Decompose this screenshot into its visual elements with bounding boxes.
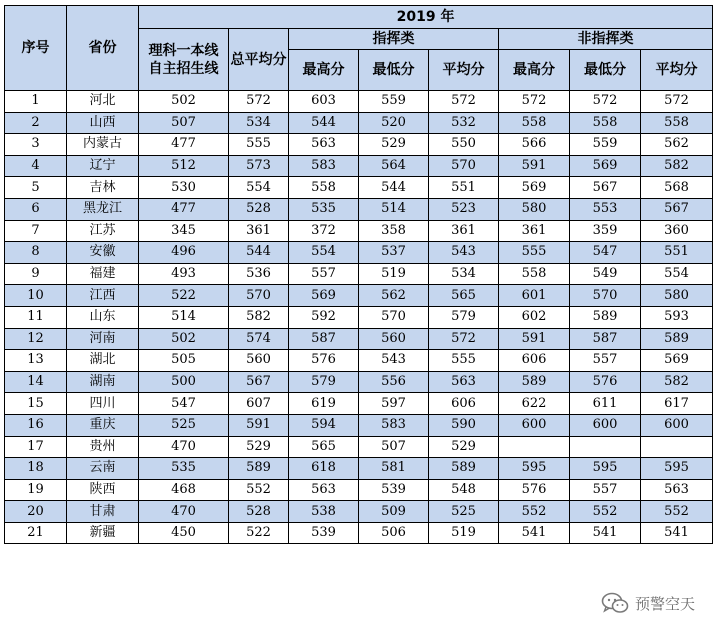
cell-noncommand-min: 557: [570, 350, 641, 372]
table-row: [5, 91, 713, 113]
cell-line: 507: [139, 112, 229, 134]
cell-command-avg: 529: [429, 436, 499, 458]
cell-command-max: 579: [289, 371, 359, 393]
cell-total-avg: 555: [229, 134, 289, 156]
cell-total-avg: 567: [229, 371, 289, 393]
score-table: [4, 5, 713, 544]
cell-noncommand-max: 552: [499, 501, 570, 523]
cell-line: 547: [139, 393, 229, 415]
cell-province: 江苏: [67, 220, 139, 242]
cell-command-max: 587: [289, 328, 359, 350]
table-row: [5, 177, 713, 199]
cell-noncommand-avg: 558: [641, 112, 713, 134]
cell-index: 16: [5, 414, 67, 436]
cell-noncommand-min: 572: [570, 91, 641, 113]
cell-command-avg: 525: [429, 501, 499, 523]
cell-command-max: 372: [289, 220, 359, 242]
cell-province: 河南: [67, 328, 139, 350]
cell-command-max: 558: [289, 177, 359, 199]
cell-line: 512: [139, 155, 229, 177]
table-header: [5, 6, 713, 91]
cell-index: 10: [5, 285, 67, 307]
cell-line: 530: [139, 177, 229, 199]
cell-command-avg: 532: [429, 112, 499, 134]
cell-command-avg: 555: [429, 350, 499, 372]
cell-noncommand-avg: 593: [641, 306, 713, 328]
cell-index: 4: [5, 155, 67, 177]
cell-noncommand-min: 589: [570, 306, 641, 328]
cell-command-min: 583: [359, 414, 429, 436]
cell-total-avg: 591: [229, 414, 289, 436]
cell-noncommand-max: 591: [499, 155, 570, 177]
cell-noncommand-avg: 360: [641, 220, 713, 242]
table-row: [5, 414, 713, 436]
table-row: [5, 393, 713, 415]
cell-command-max: 583: [289, 155, 359, 177]
cell-noncommand-avg: 569: [641, 350, 713, 372]
cell-command-avg: 572: [429, 91, 499, 113]
wechat-icon: [601, 592, 629, 614]
cell-index: 5: [5, 177, 67, 199]
cell-index: 13: [5, 350, 67, 372]
cell-noncommand-max: 558: [499, 112, 570, 134]
cell-province: 安徽: [67, 242, 139, 264]
cell-noncommand-avg: 568: [641, 177, 713, 199]
cell-noncommand-avg: 617: [641, 393, 713, 415]
cell-total-avg: 570: [229, 285, 289, 307]
cell-province: 四川: [67, 393, 139, 415]
cell-index: 6: [5, 198, 67, 220]
cell-index: 9: [5, 263, 67, 285]
table-row: [5, 285, 713, 307]
cell-command-max: 563: [289, 479, 359, 501]
cell-noncommand-min: [570, 436, 641, 458]
cell-command-avg: 579: [429, 306, 499, 328]
cell-command-min: 597: [359, 393, 429, 415]
header-year: 2019 年: [139, 6, 713, 29]
cell-line: 505: [139, 350, 229, 372]
cell-noncommand-avg: [641, 436, 713, 458]
table-row: [5, 371, 713, 393]
cell-noncommand-min: 541: [570, 522, 641, 544]
header-noncommand-min: 最低分: [570, 50, 641, 91]
cell-command-avg: 543: [429, 242, 499, 264]
cell-index: 7: [5, 220, 67, 242]
cell-command-min: 556: [359, 371, 429, 393]
cell-index: 21: [5, 522, 67, 544]
cell-index: 15: [5, 393, 67, 415]
cell-noncommand-avg: 580: [641, 285, 713, 307]
cell-noncommand-min: 569: [570, 155, 641, 177]
cell-command-avg: 589: [429, 458, 499, 480]
cell-total-avg: 589: [229, 458, 289, 480]
cell-noncommand-max: 600: [499, 414, 570, 436]
cell-noncommand-max: [499, 436, 570, 458]
cell-noncommand-min: 576: [570, 371, 641, 393]
cell-command-max: 619: [289, 393, 359, 415]
header-noncommand-max: 最高分: [499, 50, 570, 91]
cell-noncommand-avg: 552: [641, 501, 713, 523]
cell-noncommand-min: 549: [570, 263, 641, 285]
cell-total-avg: 582: [229, 306, 289, 328]
cell-line: 468: [139, 479, 229, 501]
table-row: [5, 155, 713, 177]
cell-noncommand-max: 541: [499, 522, 570, 544]
cell-total-avg: 573: [229, 155, 289, 177]
cell-command-min: 559: [359, 91, 429, 113]
cell-noncommand-min: 359: [570, 220, 641, 242]
cell-command-max: 544: [289, 112, 359, 134]
cell-noncommand-min: 552: [570, 501, 641, 523]
cell-province: 云南: [67, 458, 139, 480]
table-row: [5, 198, 713, 220]
cell-province: 黑龙江: [67, 198, 139, 220]
table-body: [5, 91, 713, 544]
cell-index: 2: [5, 112, 67, 134]
cell-province: 山东: [67, 306, 139, 328]
cell-total-avg: 574: [229, 328, 289, 350]
cell-command-avg: 551: [429, 177, 499, 199]
cell-command-min: 544: [359, 177, 429, 199]
cell-total-avg: 544: [229, 242, 289, 264]
table-row: [5, 112, 713, 134]
cell-province: 甘肃: [67, 501, 139, 523]
cell-noncommand-avg: 589: [641, 328, 713, 350]
cell-noncommand-max: 601: [499, 285, 570, 307]
cell-noncommand-min: 595: [570, 458, 641, 480]
cell-province: 湖南: [67, 371, 139, 393]
cell-total-avg: 572: [229, 91, 289, 113]
cell-noncommand-min: 570: [570, 285, 641, 307]
cell-index: 18: [5, 458, 67, 480]
cell-noncommand-min: 558: [570, 112, 641, 134]
cell-noncommand-min: 553: [570, 198, 641, 220]
cell-command-avg: 523: [429, 198, 499, 220]
header-noncommand-avg: 平均分: [641, 50, 713, 91]
cell-line: 470: [139, 436, 229, 458]
cell-command-max: 618: [289, 458, 359, 480]
cell-province: 新疆: [67, 522, 139, 544]
cell-line: 500: [139, 371, 229, 393]
cell-noncommand-min: 567: [570, 177, 641, 199]
cell-noncommand-min: 611: [570, 393, 641, 415]
cell-command-min: 506: [359, 522, 429, 544]
cell-noncommand-min: 600: [570, 414, 641, 436]
cell-index: 17: [5, 436, 67, 458]
cell-province: 贵州: [67, 436, 139, 458]
cell-command-avg: 548: [429, 479, 499, 501]
table-row: [5, 479, 713, 501]
cell-total-avg: 536: [229, 263, 289, 285]
cell-command-max: 554: [289, 242, 359, 264]
cell-total-avg: 529: [229, 436, 289, 458]
cell-command-max: 557: [289, 263, 359, 285]
table-row: [5, 220, 713, 242]
header-command-min: 最低分: [359, 50, 429, 91]
cell-total-avg: 528: [229, 501, 289, 523]
cell-index: 12: [5, 328, 67, 350]
cell-noncommand-max: 576: [499, 479, 570, 501]
cell-command-max: 535: [289, 198, 359, 220]
cell-noncommand-avg: 600: [641, 414, 713, 436]
cell-line: 502: [139, 91, 229, 113]
cell-province: 重庆: [67, 414, 139, 436]
cell-command-min: 358: [359, 220, 429, 242]
cell-total-avg: 607: [229, 393, 289, 415]
cell-command-avg: 590: [429, 414, 499, 436]
cell-index: 1: [5, 91, 67, 113]
cell-line: 502: [139, 328, 229, 350]
cell-noncommand-min: 547: [570, 242, 641, 264]
cell-noncommand-max: 602: [499, 306, 570, 328]
cell-noncommand-max: 566: [499, 134, 570, 156]
header-line: 理科一本线 自主招生线: [139, 29, 229, 91]
cell-noncommand-avg: 554: [641, 263, 713, 285]
cell-command-max: 569: [289, 285, 359, 307]
cell-command-avg: 550: [429, 134, 499, 156]
header-index: 序号: [5, 6, 67, 91]
cell-noncommand-max: 558: [499, 263, 570, 285]
cell-noncommand-avg: 567: [641, 198, 713, 220]
cell-province: 湖北: [67, 350, 139, 372]
cell-noncommand-max: 606: [499, 350, 570, 372]
header-command-avg: 平均分: [429, 50, 499, 91]
cell-command-min: 529: [359, 134, 429, 156]
cell-command-avg: 361: [429, 220, 499, 242]
cell-command-min: 509: [359, 501, 429, 523]
cell-command-min: 520: [359, 112, 429, 134]
cell-noncommand-max: 622: [499, 393, 570, 415]
cell-noncommand-avg: 595: [641, 458, 713, 480]
cell-command-avg: 519: [429, 522, 499, 544]
cell-line: 493: [139, 263, 229, 285]
cell-command-avg: 570: [429, 155, 499, 177]
table-row: [5, 306, 713, 328]
cell-province: 福建: [67, 263, 139, 285]
cell-total-avg: 552: [229, 479, 289, 501]
cell-command-max: 538: [289, 501, 359, 523]
cell-command-avg: 534: [429, 263, 499, 285]
header-noncommand-group: 非指挥类: [499, 29, 713, 50]
cell-line: 496: [139, 242, 229, 264]
cell-province: 内蒙古: [67, 134, 139, 156]
cell-command-avg: 606: [429, 393, 499, 415]
cell-noncommand-max: 580: [499, 198, 570, 220]
cell-total-avg: 554: [229, 177, 289, 199]
table-row: [5, 522, 713, 544]
cell-noncommand-max: 555: [499, 242, 570, 264]
cell-command-min: 560: [359, 328, 429, 350]
cell-province: 山西: [67, 112, 139, 134]
cell-total-avg: 361: [229, 220, 289, 242]
header-total-avg: 总平均分: [229, 29, 289, 91]
cell-command-max: 576: [289, 350, 359, 372]
cell-command-max: 603: [289, 91, 359, 113]
cell-command-max: 594: [289, 414, 359, 436]
cell-noncommand-min: 557: [570, 479, 641, 501]
cell-command-min: 581: [359, 458, 429, 480]
cell-index: 20: [5, 501, 67, 523]
cell-command-min: 570: [359, 306, 429, 328]
cell-index: 14: [5, 371, 67, 393]
cell-command-min: 519: [359, 263, 429, 285]
table-row: [5, 263, 713, 285]
cell-index: 3: [5, 134, 67, 156]
header-command-group: 指挥类: [289, 29, 499, 50]
cell-command-avg: 565: [429, 285, 499, 307]
cell-command-min: 562: [359, 285, 429, 307]
cell-command-max: 563: [289, 134, 359, 156]
cell-noncommand-max: 361: [499, 220, 570, 242]
cell-command-min: 539: [359, 479, 429, 501]
header-province: 省份: [67, 6, 139, 91]
cell-total-avg: 528: [229, 198, 289, 220]
cell-province: 河北: [67, 91, 139, 113]
cell-province: 吉林: [67, 177, 139, 199]
cell-command-avg: 572: [429, 328, 499, 350]
watermark-text: 预警空天: [634, 594, 695, 613]
cell-line: 477: [139, 134, 229, 156]
cell-command-min: 564: [359, 155, 429, 177]
table-row: [5, 242, 713, 264]
table-row: [5, 501, 713, 523]
cell-command-min: 514: [359, 198, 429, 220]
cell-noncommand-max: 569: [499, 177, 570, 199]
cell-command-min: 543: [359, 350, 429, 372]
cell-noncommand-max: 595: [499, 458, 570, 480]
cell-command-avg: 563: [429, 371, 499, 393]
cell-line: 477: [139, 198, 229, 220]
cell-noncommand-avg: 582: [641, 155, 713, 177]
cell-line: 345: [139, 220, 229, 242]
cell-index: 11: [5, 306, 67, 328]
cell-noncommand-avg: 541: [641, 522, 713, 544]
cell-noncommand-min: 587: [570, 328, 641, 350]
cell-total-avg: 534: [229, 112, 289, 134]
cell-line: 522: [139, 285, 229, 307]
cell-line: 525: [139, 414, 229, 436]
cell-command-max: 539: [289, 522, 359, 544]
table-row: [5, 350, 713, 372]
cell-total-avg: 522: [229, 522, 289, 544]
cell-line: 514: [139, 306, 229, 328]
cell-province: 陕西: [67, 479, 139, 501]
cell-index: 8: [5, 242, 67, 264]
cell-command-max: 565: [289, 436, 359, 458]
cell-province: 辽宁: [67, 155, 139, 177]
header-command-max: 最高分: [289, 50, 359, 91]
cell-line: 450: [139, 522, 229, 544]
table-row: [5, 458, 713, 480]
cell-noncommand-avg: 562: [641, 134, 713, 156]
cell-noncommand-min: 559: [570, 134, 641, 156]
cell-noncommand-avg: 563: [641, 479, 713, 501]
cell-command-max: 592: [289, 306, 359, 328]
cell-command-min: 537: [359, 242, 429, 264]
cell-line: 470: [139, 501, 229, 523]
cell-noncommand-avg: 551: [641, 242, 713, 264]
cell-index: 19: [5, 479, 67, 501]
cell-total-avg: 560: [229, 350, 289, 372]
cell-noncommand-avg: 582: [641, 371, 713, 393]
table-row: [5, 328, 713, 350]
watermark: [601, 592, 695, 614]
cell-noncommand-max: 589: [499, 371, 570, 393]
cell-noncommand-max: 591: [499, 328, 570, 350]
cell-noncommand-avg: 572: [641, 91, 713, 113]
cell-noncommand-max: 572: [499, 91, 570, 113]
cell-command-min: 507: [359, 436, 429, 458]
cell-province: 江西: [67, 285, 139, 307]
table-row: [5, 436, 713, 458]
table-row: [5, 134, 713, 156]
cell-line: 535: [139, 458, 229, 480]
